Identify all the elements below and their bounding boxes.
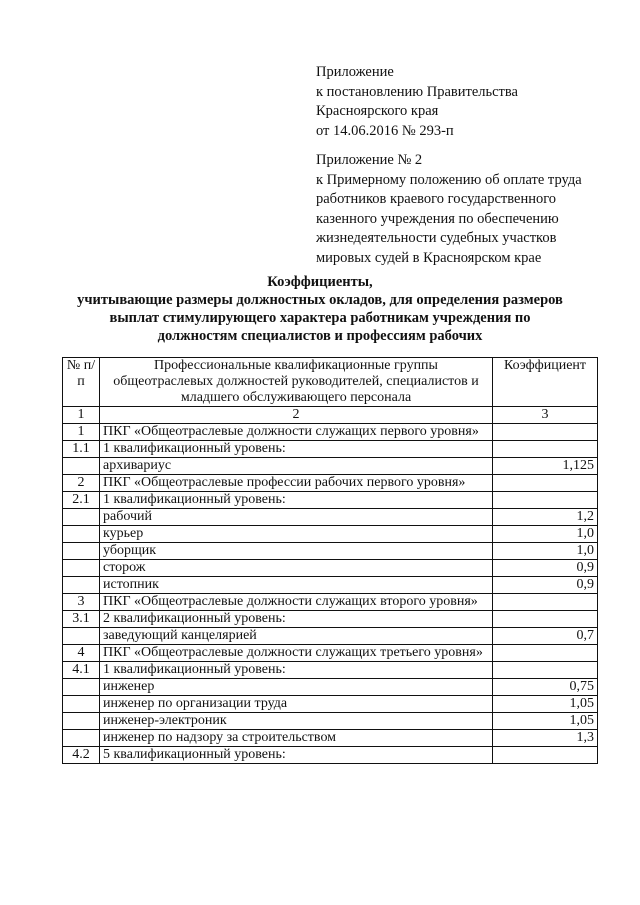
table-row — [63, 628, 598, 645]
row-coefficient — [493, 662, 598, 679]
appendix-line: к Примерному положению об оплате труда — [316, 171, 582, 188]
appendix-line: жизнедеятельности судебных участков — [316, 230, 557, 246]
row-number — [63, 696, 100, 713]
row-coefficient: 1,0 — [493, 526, 598, 543]
row-position-name: архивариус — [100, 458, 493, 475]
appendix-block-resolution — [316, 63, 518, 141]
row-coefficient — [493, 475, 598, 492]
row-number — [63, 458, 100, 475]
appendix-block-regulation — [316, 151, 582, 268]
row-number — [63, 560, 100, 577]
appendix-line: Приложение № 2 — [316, 152, 423, 168]
row-coefficient: 1,3 — [493, 730, 598, 747]
row-number: 2.1 — [63, 492, 100, 509]
table-row — [63, 747, 598, 764]
row-number — [63, 730, 100, 747]
row-coefficient: 1,05 — [493, 713, 598, 730]
row-coefficient: 0,9 — [493, 577, 598, 594]
row-number — [63, 526, 100, 543]
row-position-name: заведующий канцелярией — [100, 628, 493, 645]
row-number — [63, 628, 100, 645]
title-line: Коэффициенты, — [267, 274, 373, 290]
table-row — [63, 679, 598, 696]
table-row — [63, 492, 598, 509]
row-position-name: 1 квалификационный уровень: — [100, 492, 493, 509]
row-coefficient: 1,2 — [493, 509, 598, 526]
table-row — [63, 441, 598, 458]
row-coefficient: 0,9 — [493, 560, 598, 577]
row-coefficient: 1,0 — [493, 543, 598, 560]
column-number: 2 — [100, 407, 493, 424]
row-position-name: сторож — [100, 560, 493, 577]
row-number — [63, 713, 100, 730]
row-position-name: 2 квалификационный уровень: — [100, 611, 493, 628]
table-row — [63, 662, 598, 679]
table-row — [63, 594, 598, 611]
row-position-name: истопник — [100, 577, 493, 594]
row-number: 4.1 — [63, 662, 100, 679]
row-position-name: ПКГ «Общеотраслевые должности служащих второго уровня» — [100, 594, 493, 611]
row-number: 3.1 — [63, 611, 100, 628]
appendix-line: мировых судей в Красноярском крае — [316, 249, 542, 266]
row-coefficient — [493, 645, 598, 662]
row-coefficient — [493, 594, 598, 611]
appendix-line: Красноярского края — [316, 103, 439, 119]
appendix-line: Приложение — [316, 64, 394, 80]
header-num: № п/п — [63, 358, 100, 407]
row-position-name: 5 квалификационный уровень: — [100, 747, 493, 764]
row-coefficient — [493, 424, 598, 441]
row-position-name: инженер-электроник — [100, 713, 493, 730]
row-position-name: инженер по организации труда — [100, 696, 493, 713]
row-number: 1.1 — [63, 441, 100, 458]
row-number — [63, 577, 100, 594]
row-coefficient — [493, 441, 598, 458]
row-position-name: инженер — [100, 679, 493, 696]
row-position-name: ПКГ «Общеотраслевые должности служащих третьего уровня» — [100, 645, 493, 662]
table-row — [63, 611, 598, 628]
header-coefficient: Коэффициент — [493, 358, 598, 407]
table-header-row — [63, 358, 598, 407]
row-number: 2 — [63, 475, 100, 492]
row-number: 4.2 — [63, 747, 100, 764]
coefficients-table — [62, 357, 598, 764]
row-coefficient: 1,125 — [493, 458, 598, 475]
table-row — [63, 424, 598, 441]
table-row — [63, 475, 598, 492]
row-number: 3 — [63, 594, 100, 611]
row-position-name: ПКГ «Общеотраслевые профессии рабочих первого уровня» — [100, 475, 493, 492]
row-number — [63, 543, 100, 560]
row-coefficient: 1,05 — [493, 696, 598, 713]
table-row — [63, 645, 598, 662]
appendix-line: работников краевого государственного — [316, 191, 557, 207]
table-row — [63, 543, 598, 560]
row-number — [63, 679, 100, 696]
table-row — [63, 458, 598, 475]
row-coefficient — [493, 611, 598, 628]
table-row — [63, 713, 598, 730]
column-number: 3 — [493, 407, 598, 424]
table-row — [63, 577, 598, 594]
row-number — [63, 509, 100, 526]
appendix-line: от 14.06.2016 № 293-п — [316, 122, 454, 139]
title-line: выплат стимулирующего характера работникам учреждения по — [109, 310, 531, 326]
appendix-line: к постановлению Правительства — [316, 83, 518, 100]
column-numbers-row — [63, 407, 598, 424]
row-position-name: 1 квалификационный уровень: — [100, 662, 493, 679]
title-line: учитывающие размеры должностных окладов, для определения размеров — [77, 292, 563, 308]
row-position-name: ПКГ «Общеотраслевые должности служащих первого уровня» — [100, 424, 493, 441]
column-number: 1 — [63, 407, 100, 424]
row-position-name: уборщик — [100, 543, 493, 560]
row-coefficient: 0,7 — [493, 628, 598, 645]
appendix-line: казенного учреждения по обеспечению — [316, 210, 559, 227]
table-row — [63, 526, 598, 543]
row-position-name: инженер по надзору за строительством — [100, 730, 493, 747]
row-position-name: рабочий — [100, 509, 493, 526]
table-row — [63, 509, 598, 526]
table-body — [63, 407, 598, 764]
document-title — [40, 273, 600, 345]
title-line: должностям специалистов и профессиям рабочих — [157, 328, 483, 344]
row-coefficient — [493, 492, 598, 509]
row-coefficient — [493, 747, 598, 764]
header-name: Профессиональные квалификационные группы общеотраслевых должностей руководителей, специалистов и младшего обслуживающего персонала — [100, 358, 493, 407]
row-position-name: 1 квалификационный уровень: — [100, 441, 493, 458]
row-number: 4 — [63, 645, 100, 662]
table-row — [63, 696, 598, 713]
row-coefficient: 0,75 — [493, 679, 598, 696]
table-row — [63, 560, 598, 577]
row-number: 1 — [63, 424, 100, 441]
table-row — [63, 730, 598, 747]
row-position-name: курьер — [100, 526, 493, 543]
